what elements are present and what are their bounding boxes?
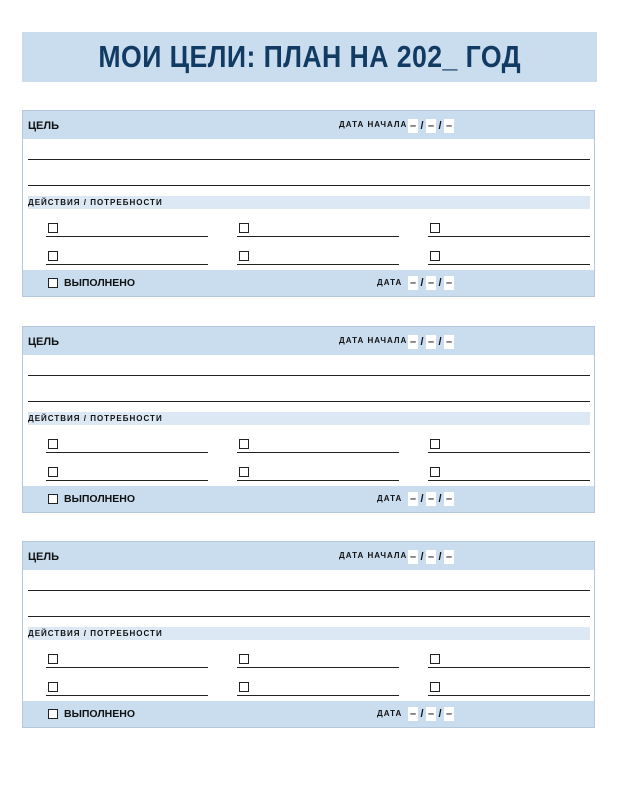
action-item[interactable] [46, 439, 208, 453]
checkbox-icon[interactable] [239, 467, 249, 477]
end-date-label: ДАТА [377, 278, 403, 287]
action-line[interactable] [428, 667, 590, 668]
start-month-field[interactable]: – [427, 336, 435, 348]
checkbox-icon[interactable] [48, 467, 58, 477]
date-separator: / [438, 493, 442, 505]
end-year-field[interactable]: – [445, 708, 453, 720]
start-year-field[interactable]: – [445, 551, 453, 563]
actions-label: ДЕЙСТВИЯ / ПОТРЕБНОСТИ [28, 629, 163, 638]
checkbox-icon[interactable] [430, 439, 440, 449]
date-separator: / [420, 493, 424, 505]
date-separator: / [420, 120, 424, 132]
action-line[interactable] [237, 264, 399, 265]
action-item[interactable] [428, 682, 590, 696]
date-separator: / [438, 336, 442, 348]
action-item[interactable] [237, 467, 399, 481]
done-checkbox-icon[interactable] [48, 494, 58, 504]
action-item[interactable] [46, 467, 208, 481]
done-checkbox-icon[interactable] [48, 278, 58, 288]
date-separator: / [420, 277, 424, 289]
end-date-label: ДАТА [377, 494, 403, 503]
action-line[interactable] [237, 667, 399, 668]
action-item[interactable] [428, 251, 590, 265]
action-item[interactable] [237, 223, 399, 237]
end-month-field[interactable]: – [427, 493, 435, 505]
goal-footer [23, 270, 594, 296]
action-item[interactable] [46, 223, 208, 237]
checkbox-icon[interactable] [239, 223, 249, 233]
action-item[interactable] [237, 682, 399, 696]
done-label: ВЫПОЛНЕНО [64, 493, 136, 505]
checkbox-icon[interactable] [48, 682, 58, 692]
actions-label: ДЕЙСТВИЯ / ПОТРЕБНОСТИ [28, 414, 163, 423]
actions-band [28, 196, 590, 209]
end-date-field[interactable] [408, 276, 454, 290]
action-item[interactable] [237, 654, 399, 668]
checkbox-icon[interactable] [239, 654, 249, 664]
checkbox-icon[interactable] [430, 467, 440, 477]
date-separator: / [420, 551, 424, 563]
title-banner [22, 32, 597, 82]
checkbox-icon[interactable] [430, 251, 440, 261]
action-line[interactable] [46, 667, 208, 668]
action-item[interactable] [428, 467, 590, 481]
goal-footer [23, 701, 594, 727]
start-date-label: ДАТА НАЧАЛА [339, 120, 408, 129]
goal-label: ЦЕЛЬ [28, 551, 59, 563]
goal-header [23, 542, 594, 570]
end-day-field[interactable]: – [409, 708, 417, 720]
done-label: ВЫПОЛНЕНО [64, 277, 136, 289]
start-year-field[interactable]: – [445, 120, 453, 132]
goal-text-line[interactable] [28, 375, 590, 376]
start-month-field[interactable]: – [427, 120, 435, 132]
checkbox-icon[interactable] [239, 439, 249, 449]
end-day-field[interactable]: – [409, 493, 417, 505]
start-day-field[interactable]: – [409, 551, 417, 563]
action-line[interactable] [237, 452, 399, 453]
start-date-label: ДАТА НАЧАЛА [339, 336, 408, 345]
action-line[interactable] [46, 480, 208, 481]
action-line[interactable] [428, 452, 590, 453]
start-day-field[interactable]: – [409, 336, 417, 348]
action-line[interactable] [237, 480, 399, 481]
goal-card-1 [22, 110, 595, 297]
action-item[interactable] [428, 223, 590, 237]
action-line[interactable] [428, 236, 590, 237]
checkbox-icon[interactable] [239, 682, 249, 692]
goal-card-3 [22, 541, 595, 728]
action-item[interactable] [46, 251, 208, 265]
date-separator: / [420, 708, 424, 720]
end-month-field[interactable]: – [427, 708, 435, 720]
goal-label: ЦЕЛЬ [28, 336, 59, 348]
checkbox-icon[interactable] [430, 654, 440, 664]
start-year-field[interactable]: – [445, 336, 453, 348]
goal-header [23, 111, 594, 139]
goal-text-line[interactable] [28, 159, 590, 160]
page-title: МОИ ЦЕЛИ: ПЛАН НА 202_ ГОД [98, 39, 521, 74]
checkbox-icon[interactable] [430, 223, 440, 233]
action-line[interactable] [46, 452, 208, 453]
start-date-field[interactable] [408, 550, 454, 564]
goal-text-line[interactable] [28, 590, 590, 591]
done-checkbox-icon[interactable] [48, 709, 58, 719]
action-line[interactable] [237, 236, 399, 237]
action-line[interactable] [237, 695, 399, 696]
action-line[interactable] [428, 480, 590, 481]
action-line[interactable] [46, 236, 208, 237]
goal-text-line[interactable] [28, 401, 590, 402]
goal-card-2 [22, 326, 595, 513]
action-line[interactable] [46, 695, 208, 696]
action-item[interactable] [428, 654, 590, 668]
start-date-field[interactable] [408, 119, 454, 133]
checkbox-icon[interactable] [430, 682, 440, 692]
checkbox-icon[interactable] [239, 251, 249, 261]
date-separator: / [420, 336, 424, 348]
action-item[interactable] [237, 439, 399, 453]
checkbox-icon[interactable] [48, 223, 58, 233]
action-item[interactable] [46, 682, 208, 696]
goal-footer [23, 486, 594, 512]
start-month-field[interactable]: – [427, 551, 435, 563]
end-month-field[interactable]: – [427, 277, 435, 289]
action-item[interactable] [428, 439, 590, 453]
start-date-label: ДАТА НАЧАЛА [339, 551, 408, 560]
done-label: ВЫПОЛНЕНО [64, 708, 136, 720]
goal-header [23, 327, 594, 355]
end-date-field[interactable] [408, 707, 454, 721]
goal-text-line[interactable] [28, 185, 590, 186]
end-year-field[interactable]: – [445, 493, 453, 505]
checkbox-icon[interactable] [48, 439, 58, 449]
actions-band [28, 412, 590, 425]
goal-text-line[interactable] [28, 616, 590, 617]
start-date-field[interactable] [408, 335, 454, 349]
action-item[interactable] [237, 251, 399, 265]
action-line[interactable] [46, 264, 208, 265]
action-line[interactable] [428, 695, 590, 696]
date-separator: / [438, 708, 442, 720]
end-date-field[interactable] [408, 492, 454, 506]
checkbox-icon[interactable] [48, 654, 58, 664]
date-separator: / [438, 551, 442, 563]
start-day-field[interactable]: – [409, 120, 417, 132]
end-year-field[interactable]: – [445, 277, 453, 289]
goal-label: ЦЕЛЬ [28, 120, 59, 132]
end-date-label: ДАТА [377, 709, 403, 718]
checkbox-icon[interactable] [48, 251, 58, 261]
date-separator: / [438, 120, 442, 132]
action-line[interactable] [428, 264, 590, 265]
actions-label: ДЕЙСТВИЯ / ПОТРЕБНОСТИ [28, 198, 163, 207]
action-item[interactable] [46, 654, 208, 668]
actions-band [28, 627, 590, 640]
end-day-field[interactable]: – [409, 277, 417, 289]
date-separator: / [438, 277, 442, 289]
